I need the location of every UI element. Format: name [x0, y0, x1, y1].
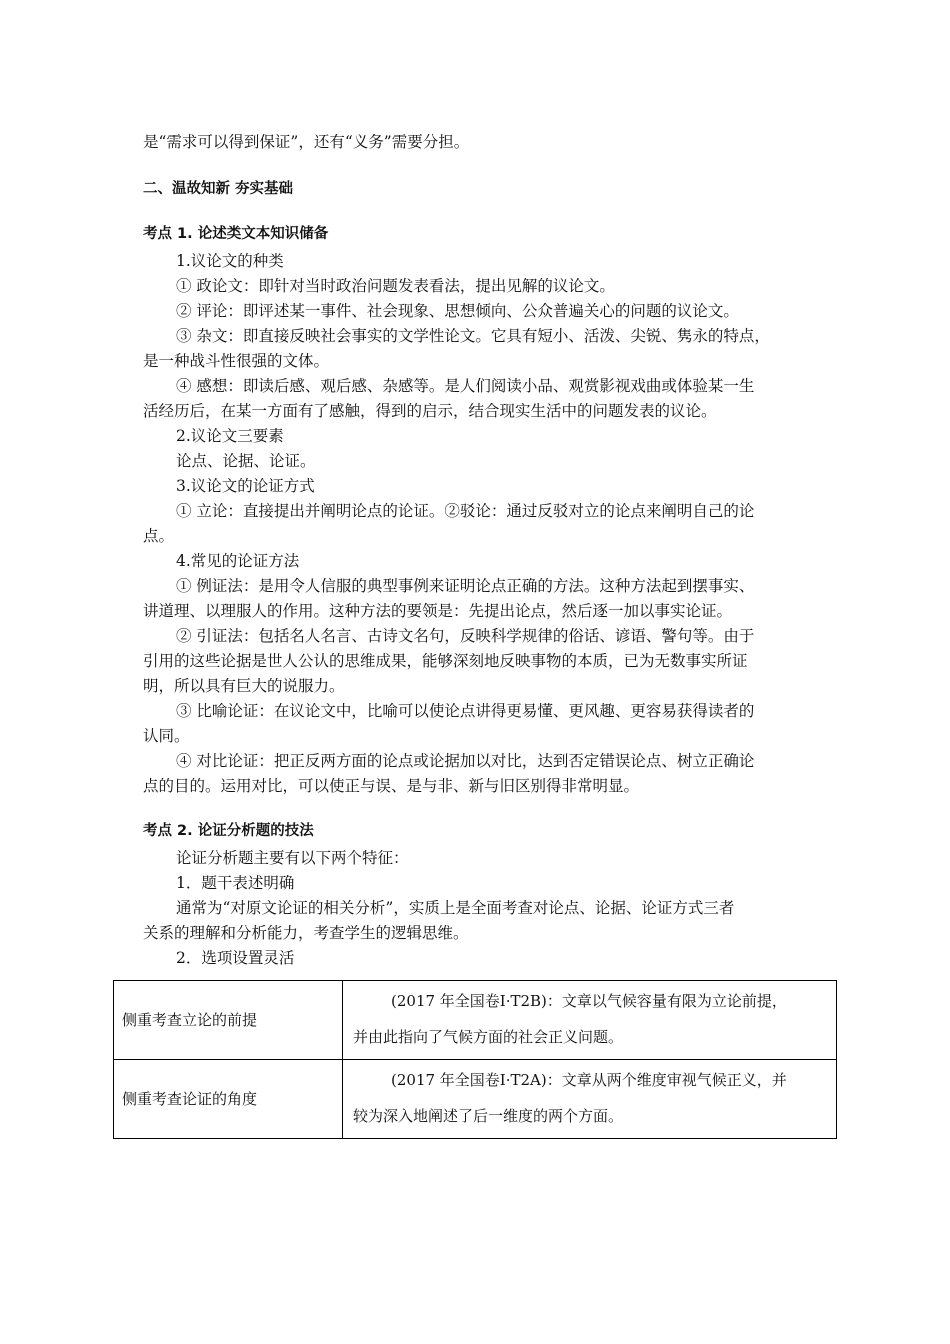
paragraph-line: 论证分析题主要有以下两个特征： [176, 849, 409, 867]
paragraph-line: 是一种战斗性很强的文体。 [143, 352, 330, 370]
paragraph-line: 论点、论据、论证。 [176, 452, 316, 470]
paragraph-line: ② 评论：即评述某一事件、社会现象、思想倾向、公众普遍关心的问题的议论文。 [176, 302, 739, 320]
cell-text-line: 并由此指向了气候方面的社会正义问题。 [353, 1028, 624, 1046]
table-content-cell [343, 981, 837, 1060]
paragraph-line: ① 立论：直接提出并阐明论点的论证。②驳论：通过反驳对立的论点来阐明自己的论 [176, 502, 755, 520]
paragraph-line: 3.议论文的论证方式 [176, 477, 315, 495]
paragraph-line: 2．选项设置灵活 [176, 949, 295, 967]
paragraph-line: 2.议论文三要素 [176, 427, 284, 445]
paragraph-line: 关系的理解和分析能力，考查学生的逻辑思维。 [143, 924, 469, 942]
paragraph-line: 点。 [143, 527, 175, 545]
paragraph-line: 通常为“对原文论证的相关分析”，实质上是全面考查对论点、论据、论证方式三者 [176, 899, 735, 917]
cell-text-line: (2017 年全国卷Ⅰ·T2A)：文章从两个维度审视气候正义，并 [391, 1071, 787, 1089]
paragraph-line: 1.议论文的种类 [176, 252, 284, 270]
paragraph-line: ③ 杂文：即直接反映社会事实的文学性论文。它具有短小、活泼、尖锐、隽永的特点， [176, 327, 770, 345]
kaodian2-heading: 考点 2. 论证分析题的技法 [143, 823, 314, 839]
cell-text-line: 较为深入地阐述了后一维度的两个方面。 [353, 1107, 624, 1125]
cell-text-line: (2017 年全国卷Ⅰ·T2B)：文章以气候容量有限为立论前提， [391, 992, 787, 1010]
paragraph-line: ④ 对比论证：把正反两方面的论点或论据加以对比，达到否定错误论点、树立正确论 [176, 752, 755, 770]
paragraph-line: 引用的这些论据是世人公认的思维成果，能够深刻地反映事物的本质，已为无数事实所证 [143, 652, 748, 670]
paragraph-line: 4.常见的论证方法 [176, 552, 300, 570]
paragraph-line: ② 引证法：包括名人名言、古诗文名句，反映科学规律的俗话、谚语、警句等。由于 [176, 627, 755, 645]
table-row [114, 1060, 837, 1139]
paragraph-line: ③ 比喻论证：在议论文中，比喻可以使论点讲得更易懂、更风趣、更容易获得读者的 [176, 702, 755, 720]
table-row [114, 981, 837, 1060]
option-table [113, 980, 837, 1139]
paragraph-line: 讲道理、以理服人的作用。这种方法的要领是：先提出论点，然后逐一加以事实论证。 [143, 602, 733, 620]
paragraph-line: ① 政论文：即针对当时政治问题发表看法，提出见解的议论文。 [176, 277, 615, 295]
kaodian1-heading: 考点 1. 论述类文本知识储备 [143, 226, 329, 242]
paragraph-line: ④ 感想：即读后感、观后感、杂感等。是人们阅读小品、观赏影视戏曲或体验某一生 [176, 377, 755, 395]
table-label-cell: 侧重考查论证的角度 [114, 1060, 343, 1139]
paragraph-line: 点的目的。运用对比，可以使正与误、是与非、新与旧区别得非常明显。 [143, 777, 640, 795]
paragraph-line: 活经历后，在某一方面有了感触，得到的启示，结合现实生活中的问题发表的议论。 [143, 402, 717, 420]
table-label-cell: 侧重考查立论的前提 [114, 981, 343, 1060]
section-heading: 二、温故知新 夯实基础 [143, 181, 294, 197]
paragraph-line: 1．题干表述明确 [176, 874, 295, 892]
table-content-cell [343, 1060, 837, 1139]
paragraph-line: ① 例证法：是用令人信服的典型事例来证明论点正确的方法。这种方法起到摆事实、 [176, 577, 755, 595]
paragraph-line: 认同。 [143, 727, 190, 745]
paragraph-line: 明，所以具有巨大的说服力。 [143, 677, 345, 695]
intro-tail-text: 是“需求可以得到保证”，还有“义务”需要分担。 [143, 133, 470, 151]
